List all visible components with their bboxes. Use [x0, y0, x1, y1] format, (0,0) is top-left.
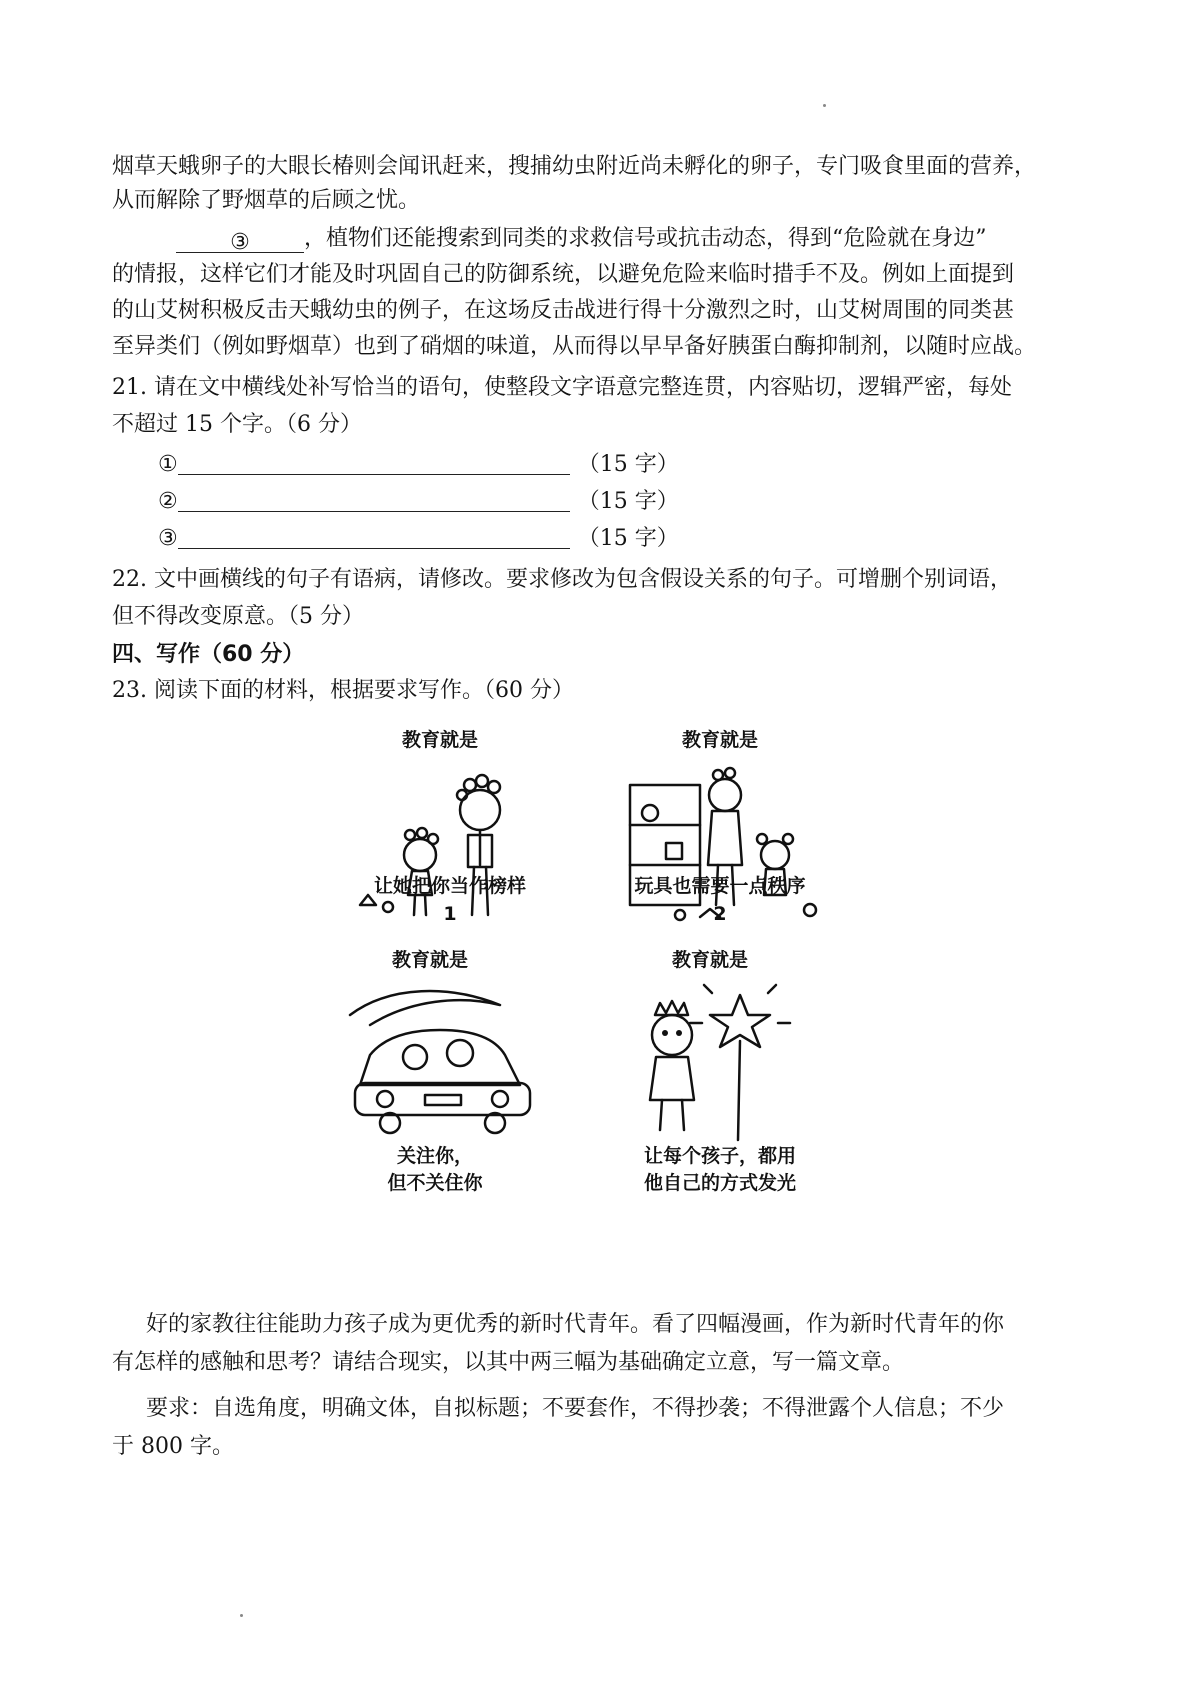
panel-4-drawing: [600, 975, 840, 1145]
panel-2-number: 2: [713, 903, 727, 925]
panel-4-caption-line-2: 他自己的方式发光: [643, 1172, 796, 1194]
answer-limit-3: （15 字）: [577, 526, 679, 551]
panel-3-caption-line-2: 但不关住你: [387, 1172, 483, 1194]
answer-blank-3[interactable]: [178, 522, 570, 549]
panel-1-title: 教育就是: [401, 729, 478, 751]
answer-mark-3: ③: [158, 526, 178, 551]
prompt-line-2: 有怎样的感触和思考？请结合现实，以其中两三幅为基础确定立意，写一篇文章。: [112, 1350, 905, 1375]
answer-row-3: [158, 522, 679, 556]
paragraph-2-line-4: 至异类们（例如野烟草）也到了硝烟的味道，从而得以早早备好胰蛋白酶抑制剂，以随时应战。: [112, 334, 1037, 359]
question-21-line-2: 不超过 15 个字。（6 分）: [112, 412, 362, 437]
scan-speck: [240, 1614, 243, 1617]
answer-blank-2[interactable]: [178, 485, 570, 512]
answer-mark-1: ①: [158, 452, 178, 477]
answer-limit-2: （15 字）: [577, 489, 679, 514]
paragraph-1-line-2: 从而解除了野烟草的后顾之忧。: [112, 188, 421, 213]
paragraph-2-line-1: [176, 222, 1102, 256]
answer-row-1: [158, 448, 679, 482]
paragraph-2-line-3: 的山艾树积极反击天蛾幼虫的例子，在这场反击战进行得十分激烈之时，山艾树周围的同类甚: [112, 298, 1015, 323]
paragraph-2-line-1-text: ，植物们还能搜索到同类的求救信号或抗击动态，得到“危险就在身边”: [304, 226, 987, 251]
panel-3-caption-line-1: 关注你，: [396, 1145, 473, 1167]
section-4-heading: 四、写作（60 分）: [112, 642, 305, 667]
scan-speck: [823, 104, 826, 107]
answer-row-2: [158, 485, 679, 519]
panel-1-caption: 让她把你当作榜样: [373, 875, 526, 897]
blank-3-mark: ③: [230, 230, 250, 255]
blank-3[interactable]: [176, 226, 304, 253]
question-23: 23. 阅读下面的材料，根据要求写作。（60 分）: [112, 678, 574, 703]
paragraph-1-line-1: 烟草天蛾卵子的大眼长椿则会闻讯赶来，搜捕幼虫附近尚未孵化的卵子，专门吸食里面的营养，: [112, 154, 1037, 179]
paragraph-2-line-2: 的情报，这样它们才能及时巩固自己的防御系统，以避免危险来临时措手不及。例如上面提到: [112, 262, 1015, 287]
panel-4-title: 教育就是: [671, 949, 748, 971]
panel-3-drawing: [330, 975, 570, 1145]
panel-2-caption: 玩具也需要一点秩序: [634, 875, 806, 897]
prompt-line-1: 好的家教往往能助力孩子成为更优秀的新时代青年。看了四幅漫画，作为新时代青年的你: [146, 1312, 1005, 1337]
question-21-line-1: 21. 请在文中横线处补写恰当的语句，使整段文字语意完整连贯，内容贴切，逻辑严密，每处: [112, 375, 1012, 400]
requirements-line-2: 于 800 字。: [112, 1434, 234, 1459]
panel-1-number: 1: [443, 903, 457, 925]
answer-limit-1: （15 字）: [577, 452, 679, 477]
panel-2-title: 教育就是: [681, 729, 758, 751]
answer-mark-2: ②: [158, 489, 178, 514]
requirements-line-1: 要求：自选角度，明确文体，自拟标题；不要套作，不得抄袭；不得泄露个人信息；不少: [146, 1396, 1005, 1421]
panel-4-caption-line-1: 让每个孩子，都用: [643, 1145, 796, 1167]
question-22-line-1: 22. 文中画横线的句子有语病，请修改。要求修改为包含假设关系的句子。可增删个别词语，: [112, 567, 1012, 592]
question-22-line-2: 但不得改变原意。（5 分）: [112, 604, 364, 629]
panel-3-title: 教育就是: [391, 949, 468, 971]
answer-blank-1[interactable]: [178, 448, 570, 475]
comic-illustration: [330, 715, 850, 1305]
